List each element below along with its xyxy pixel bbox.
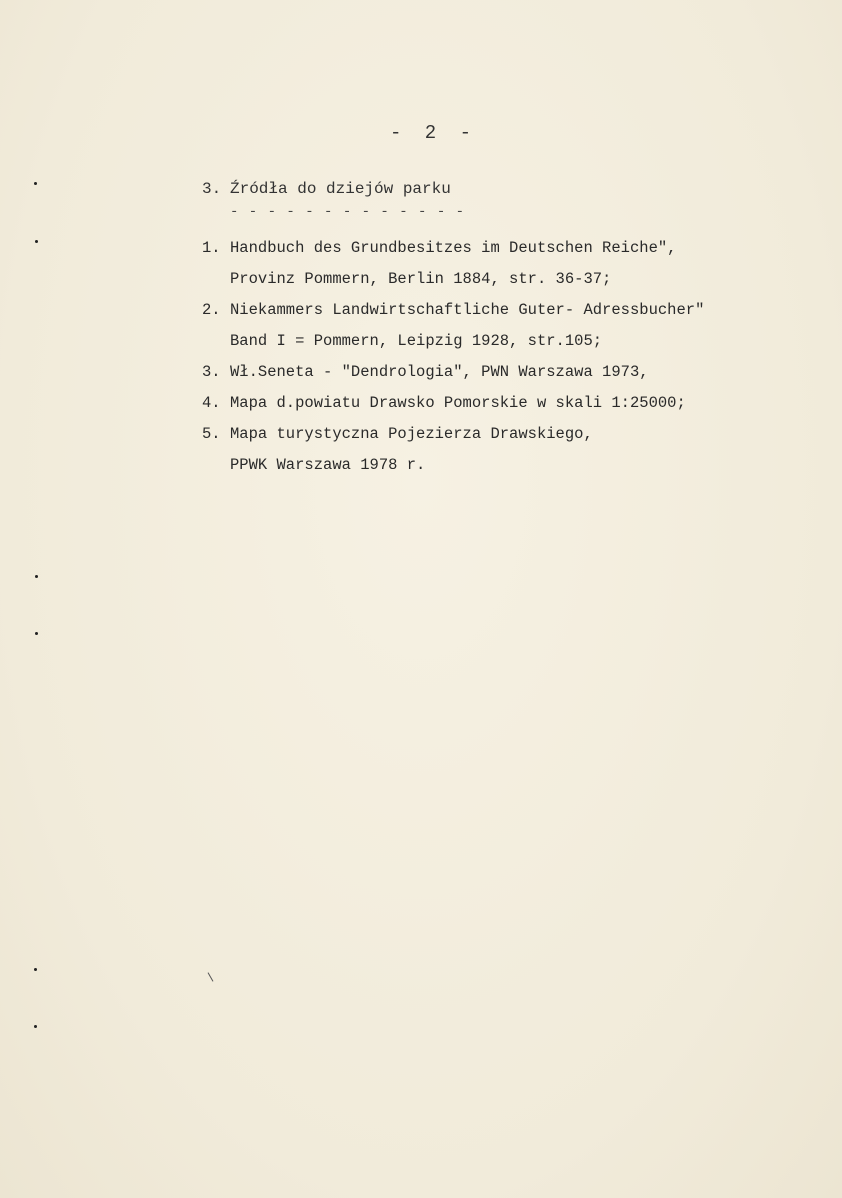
section-number: 3.: [202, 180, 222, 198]
list-item: [202, 233, 802, 295]
section-heading: [202, 180, 451, 198]
margin-mark: [34, 968, 37, 971]
margin-mark: [35, 240, 38, 243]
source-list: [202, 233, 802, 481]
list-item-number: 4.: [202, 394, 221, 412]
list-item-text: Wł.Seneta - "Dendrologia", PWN Warszawa 1973,: [230, 363, 649, 381]
list-item-text: Mapa d.powiatu Drawsko Pomorskie w skali 1:25000;: [230, 394, 686, 412]
list-item-text: Handbuch des Grundbesitzes im Deutschen Reiche",: [230, 239, 677, 257]
stray-mark: [208, 972, 214, 981]
list-item: [202, 295, 802, 357]
list-item-text: Niekammers Landwirtschaftliche Guter- Adressbucher": [230, 301, 705, 319]
section-title: Źródła do dziejów parku: [230, 180, 451, 198]
list-item: [202, 388, 802, 419]
list-item-number: 1.: [202, 239, 221, 257]
margin-mark: [34, 182, 37, 185]
list-item-number: 5.: [202, 425, 221, 443]
list-item-continuation: Band I = Pommern, Leipzig 1928, str.105;: [230, 332, 603, 350]
list-item-number: 3.: [202, 363, 221, 381]
margin-mark: [34, 1025, 37, 1028]
list-item: [202, 357, 802, 388]
margin-mark: [35, 575, 38, 578]
list-item: [202, 419, 802, 481]
section-underline: - - - - - - - - - - - - -: [230, 204, 466, 220]
page-number: - 2 -: [390, 122, 478, 144]
list-item-continuation: Provinz Pommern, Berlin 1884, str. 36-37;: [230, 270, 612, 288]
list-item-continuation: PPWK Warszawa 1978 r.: [230, 456, 426, 474]
list-item-number: 2.: [202, 301, 221, 319]
margin-mark: [35, 632, 38, 635]
list-item-text: Mapa turystyczna Pojezierza Drawskiego,: [230, 425, 593, 443]
